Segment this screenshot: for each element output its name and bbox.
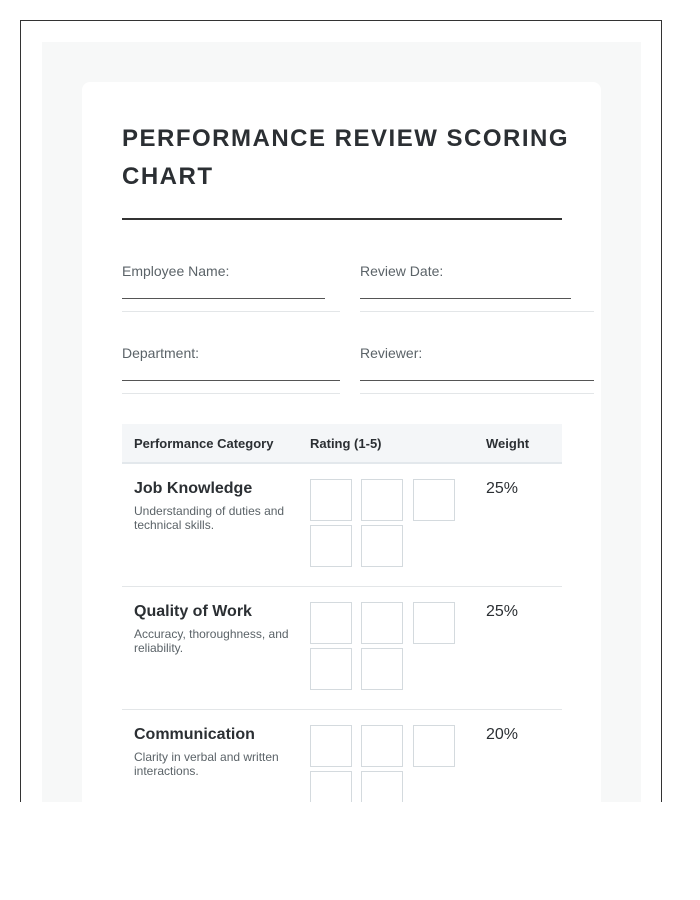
rating-box-3[interactable]: [413, 725, 455, 767]
category-weight: 25%: [486, 480, 519, 497]
category-name: Job Knowledge: [134, 480, 253, 497]
rating-box-5[interactable]: [361, 525, 403, 567]
rating-box-1[interactable]: [310, 479, 352, 521]
category-description: Clarity in verbal and written interactions.: [134, 750, 279, 778]
page-title: PERFORMANCE REVIEW SCORING CHART: [122, 125, 570, 190]
department-label: Department:: [122, 345, 200, 361]
rating-box-2[interactable]: [361, 479, 403, 521]
header-rating: Rating (1-5): [310, 436, 382, 451]
review-date-field[interactable]: [360, 298, 571, 299]
table-row: [122, 587, 562, 710]
page-background: [42, 42, 641, 802]
rating-box-4[interactable]: [310, 648, 352, 690]
document-frame: [20, 20, 662, 802]
category-name: Quality of Work: [134, 603, 252, 620]
rating-box-2[interactable]: [361, 725, 403, 767]
rating-box-3[interactable]: [413, 602, 455, 644]
field-divider: [122, 393, 340, 394]
rating-box-2[interactable]: [361, 602, 403, 644]
field-divider: [122, 311, 340, 312]
rating-box-4[interactable]: [310, 525, 352, 567]
rating-box-5[interactable]: [361, 771, 403, 802]
table-row: [122, 464, 562, 587]
employee-name-label: Employee Name:: [122, 263, 230, 279]
category-description: Understanding of duties and technical skills.: [134, 504, 285, 532]
title-divider: [122, 218, 562, 220]
rating-box-1[interactable]: [310, 602, 352, 644]
table-row: [122, 710, 562, 802]
category-description: Accuracy, thoroughness, and reliability.: [134, 627, 289, 655]
field-divider: [360, 393, 594, 394]
category-name: Communication: [134, 726, 255, 743]
category-weight: 25%: [486, 603, 519, 620]
review-date-label: Review Date:: [360, 263, 444, 279]
rating-box-4[interactable]: [310, 771, 352, 802]
review-form-card: [82, 82, 601, 802]
table-header: [122, 424, 562, 464]
rating-box-1[interactable]: [310, 725, 352, 767]
department-field[interactable]: [122, 380, 340, 381]
reviewer-label: Reviewer:: [360, 345, 423, 361]
header-performance-category: Performance Category: [134, 436, 274, 451]
reviewer-field[interactable]: [360, 380, 594, 381]
category-weight: 20%: [486, 726, 519, 743]
rating-box-3[interactable]: [413, 479, 455, 521]
employee-name-field[interactable]: [122, 298, 325, 299]
field-divider: [360, 311, 594, 312]
header-weight: Weight: [486, 436, 530, 451]
rating-box-5[interactable]: [361, 648, 403, 690]
